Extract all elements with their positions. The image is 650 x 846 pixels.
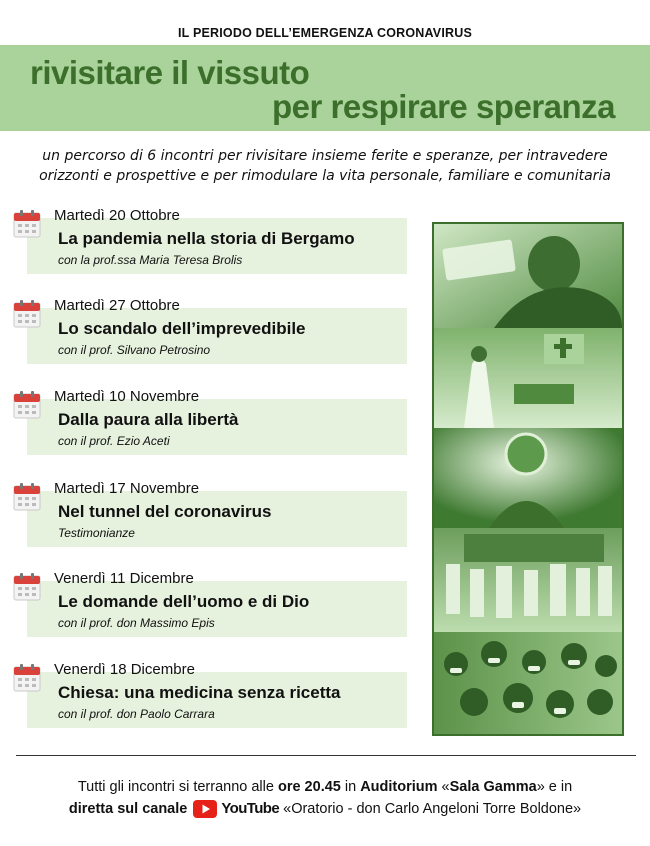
channel-name: «Oratorio - don Carlo Angeloni Torre Boldone» <box>283 801 582 817</box>
collage-image <box>434 224 622 734</box>
event-speaker: con il prof. Ezio Aceti <box>58 434 170 448</box>
footer-text: in <box>340 779 361 795</box>
event-item <box>12 661 407 733</box>
event-item <box>12 480 407 552</box>
title-line-1: rivisitare il vissuto <box>30 54 310 91</box>
event-item <box>12 297 407 369</box>
title-line-2: per respirare speranza <box>272 88 616 125</box>
event-topic: La pandemia nella storia di Bergamo <box>58 229 355 248</box>
event-item <box>12 207 407 279</box>
event-speaker: con la prof.ssa Maria Teresa Brolis <box>58 253 243 267</box>
event-date: Martedì 10 Novembre <box>54 388 200 405</box>
event-speaker: con il prof. Silvano Petrosino <box>58 343 211 357</box>
event-date: Venerdì 18 Dicembre <box>54 661 195 678</box>
event-topic: Chiesa: una medicina senza ricetta <box>58 683 341 702</box>
event-topic: Nel tunnel del coronavirus <box>58 502 272 521</box>
header-kicker: IL PERIODO DELL’EMERGENZA CORONAVIRUS <box>178 26 472 40</box>
footer-text: Tutti gli incontri si terranno alle <box>77 779 278 795</box>
event-topic: Le domande dell’uomo e di Dio <box>58 592 310 611</box>
event-topic: Dalla paura alla libertà <box>58 410 239 429</box>
calendar-icon <box>12 209 42 239</box>
event-date: Venerdì 11 Dicembre <box>54 570 194 587</box>
footer-divider <box>16 755 636 756</box>
calendar-icon <box>12 663 42 693</box>
event-date: Martedì 17 Novembre <box>54 480 200 497</box>
photo-collage <box>432 222 624 736</box>
calendar-icon <box>12 572 42 602</box>
intro-line-1: un percorso di 6 incontri per rivisitare insieme ferite e speranze, per intravedere <box>42 148 608 164</box>
calendar-icon <box>12 482 42 512</box>
event-date: Martedì 20 Ottobre <box>54 207 180 224</box>
venue-name: Auditorium <box>360 779 438 795</box>
youtube-wordmark: YouTube <box>221 800 280 818</box>
intro-text <box>0 146 650 186</box>
calendar-icon <box>12 299 42 329</box>
event-speaker: Testimonianze <box>58 526 135 540</box>
event-item <box>12 570 407 642</box>
youtube-logo <box>193 800 217 818</box>
calendar-icon <box>12 390 42 420</box>
event-item <box>12 388 407 460</box>
footer-line-2 <box>0 798 650 820</box>
live-label: diretta sul canale <box>68 801 188 817</box>
footer-text: « <box>437 779 450 795</box>
event-speaker: con il prof. don Massimo Epis <box>58 616 215 630</box>
hall-name: Sala Gamma <box>449 779 537 795</box>
event-speaker: con il prof. don Paolo Carrara <box>58 707 215 721</box>
footer-text: » e in <box>536 779 573 795</box>
event-time: ore 20.45 <box>277 779 341 795</box>
footer-info <box>0 776 650 820</box>
event-date: Martedì 27 Ottobre <box>54 297 180 314</box>
intro-line-2: orizzonti e prospettive e per rimodulare la vita personale, familiare e comunitaria <box>39 168 611 184</box>
footer-line-1 <box>0 776 650 798</box>
event-topic: Lo scandalo dell’imprevedibile <box>58 319 306 338</box>
